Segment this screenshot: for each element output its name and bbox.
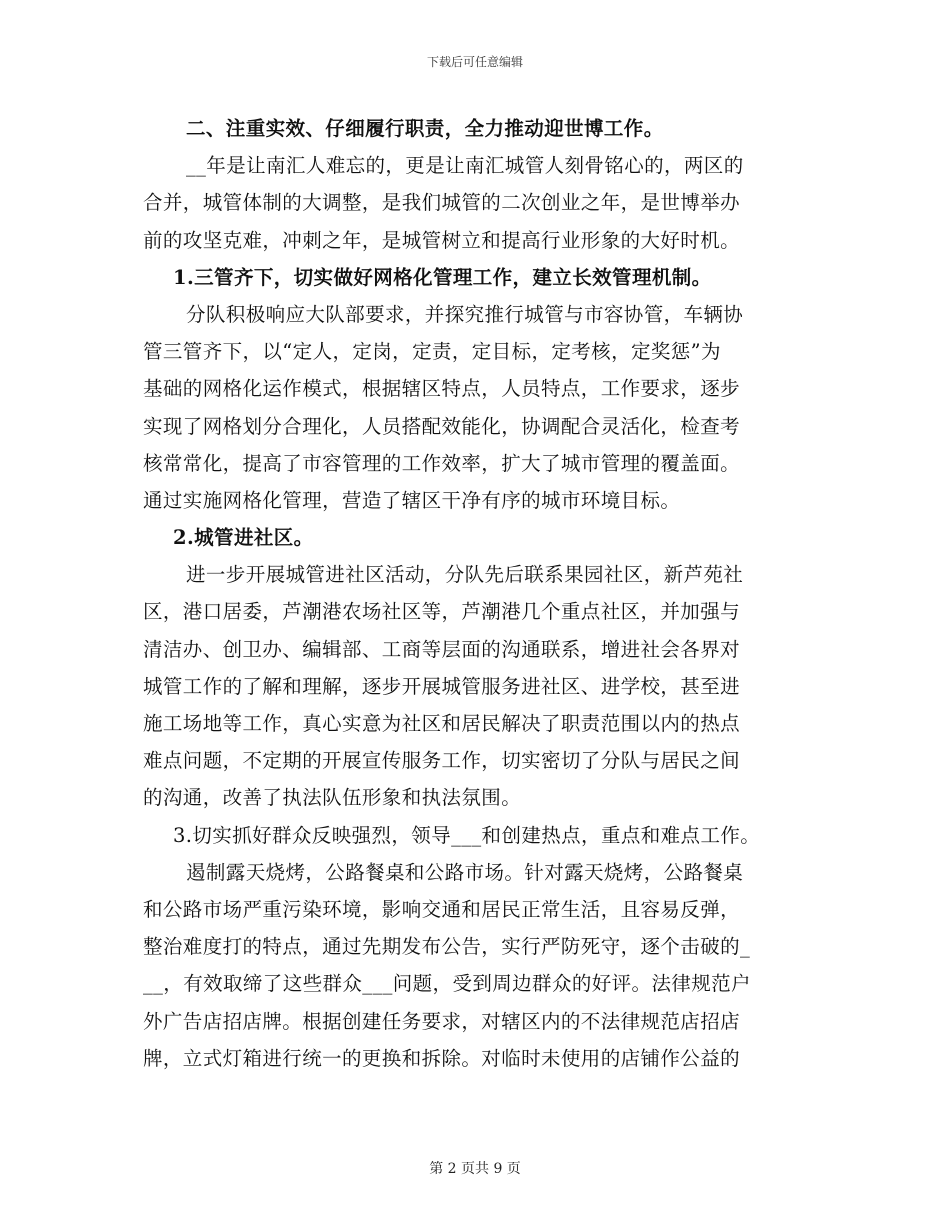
section-heading: 二、注重实效、仔细履行职责，全力推动迎世博工作。: [186, 117, 664, 140]
paragraph-line: 难点问题，不定期的开展宣传服务工作，切实密切了分队与居民之间: [143, 749, 741, 773]
paragraph-line: 清洁办、创卫办、编辑部、工商等层面的沟通联系，增进社会各界对: [143, 637, 741, 661]
paragraph-line: __年是让南汇人难忘的，更是让南汇城管人刻骨铭心的，两区的: [186, 154, 744, 178]
paragraph-line: 核常常化，提高了市容管理的工作效率，扩大了城市管理的覆盖面。: [143, 451, 741, 475]
paragraph-line: 前的攻坚克难，冲刺之年，是城管树立和提高行业形象的大好时机。: [143, 228, 741, 252]
paragraph-line: 外广告店招店牌。根据创建任务要求，对辖区内的不法律规范店招店: [143, 1009, 741, 1033]
paragraph-line: 遏制露天烧烤，公路餐桌和公路市场。针对露天烧烤，公路餐桌: [186, 860, 744, 884]
paragraph-line: __，有效取缔了这些群众___问题，受到周边群众的好评。法律规范户: [143, 972, 751, 996]
paragraph-line: 分队积极响应大队部要求，并探究推行城管与市容协管，车辆协: [186, 302, 744, 326]
paragraph-line: 基础的网格化运作模式，根据辖区特点，人员特点，工作要求，逐步: [143, 377, 741, 401]
paragraph-line: 城管工作的了解和理解，逐步开展城管服务进社区、进学校，甚至进: [143, 674, 741, 698]
document-body: [143, 110, 807, 1077]
paragraph-line: 和公路市场严重污染环境，影响交通和居民正常生活，且容易反弹，: [143, 897, 741, 921]
paragraph-line: 进一步开展城管进社区活动，分队先后联系果园社区，新芦苑社: [186, 563, 744, 587]
paragraph-line: 合并，城管体制的大调整，是我们城管的二次创业之年，是世博举办: [143, 191, 741, 215]
subsection-heading: 3.切实抓好群众反映强烈，领导___和创建热点，重点和难点工作。: [173, 823, 761, 847]
paragraph-line: 实现了网格划分合理化，人员搭配效能化，协调配合灵活化，检查考: [143, 414, 741, 438]
paragraph-line: 牌，立式灯箱进行统一的更换和拆除。对临时未使用的店铺作公益的: [143, 1046, 741, 1070]
paragraph-line: 整治难度打的特点，通过先期发布公告，实行严防死守，逐个击破的_: [143, 935, 751, 959]
subsection-heading: 2.城管进社区。: [173, 526, 314, 550]
subsection-heading: 1.三管齐下，切实做好网格化管理工作，建立长效管理机制。: [173, 265, 712, 289]
paragraph-line: 通过实施网格化管理，营造了辖区干净有序的城市环境目标。: [143, 488, 681, 512]
page-number: 第 2 页共 9 页: [429, 1161, 521, 1177]
page-header: 下载后可任意编辑: [426, 55, 523, 69]
paragraph-line: 施工场地等工作，真心实意为社区和居民解决了职责范围以内的热点: [143, 712, 741, 735]
paragraph-line: 的沟通，改善了执法队伍形象和执法氛围。: [143, 786, 522, 810]
paragraph-line: 区，港口居委，芦潮港农场社区等，芦潮港几个重点社区，并加强与: [143, 600, 741, 624]
paragraph-line: 管三管齐下，以“定人，定岗，定责，定目标，定考核，定奖惩”为: [143, 340, 721, 364]
